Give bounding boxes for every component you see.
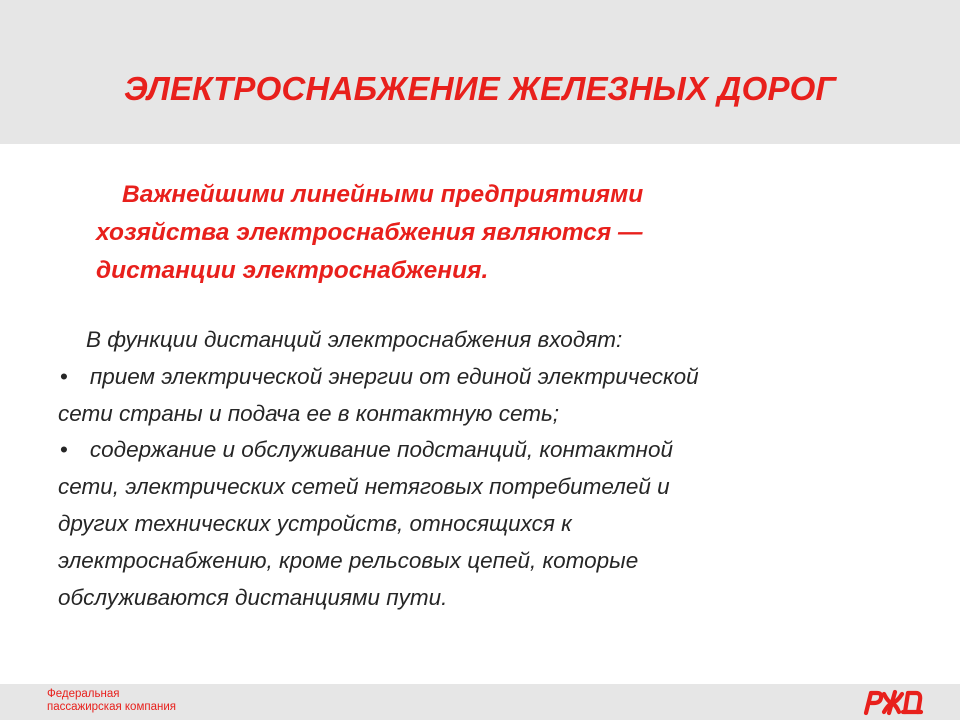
lead-line-2: хозяйства электроснабжения являются — bbox=[96, 219, 643, 246]
bullet-2-line-1: содержание и обслуживание подстанций, контактной bbox=[89, 437, 673, 463]
bullet-2-line-4: электроснабжению, кроме рельсовых цепей, которые bbox=[58, 547, 639, 573]
company-line-2: пассажирская компания bbox=[47, 701, 176, 713]
bullet-marker: • bbox=[60, 363, 68, 389]
bullet-1-line-1: прием электрической энергии от единой электрической bbox=[89, 363, 699, 389]
bullet-item-2 bbox=[58, 432, 918, 469]
functions-text bbox=[58, 322, 918, 616]
company-name bbox=[47, 688, 176, 714]
bullet-1-line-2: сети страны и подача ее в контактную сеть; bbox=[58, 400, 560, 426]
functions-intro: В функции дистанций электроснабжения входят: bbox=[86, 327, 623, 352]
lead-line-1: Важнейшими линейными предприятиями bbox=[122, 181, 644, 208]
lead-line-3: дистанции электроснабжения. bbox=[96, 257, 489, 284]
lead-statement bbox=[96, 176, 876, 290]
bullet-item-1 bbox=[58, 359, 918, 396]
bullet-2-line-2: сети, электрических сетей нетяговых потребителей и bbox=[58, 474, 670, 500]
slide-title: ЭЛЕКТРОСНАБЖЕНИЕ ЖЕЛЕЗНЫХ ДОРОГ bbox=[124, 70, 836, 107]
company-line-1: Федеральная bbox=[47, 688, 120, 700]
bullet-2-line-3: других технических устройств, относящихся к bbox=[58, 510, 572, 536]
bullet-marker: • bbox=[60, 437, 68, 463]
rzd-logo bbox=[862, 688, 924, 716]
bullet-2-line-5: обслуживаются дистанциями пути. bbox=[58, 584, 448, 610]
